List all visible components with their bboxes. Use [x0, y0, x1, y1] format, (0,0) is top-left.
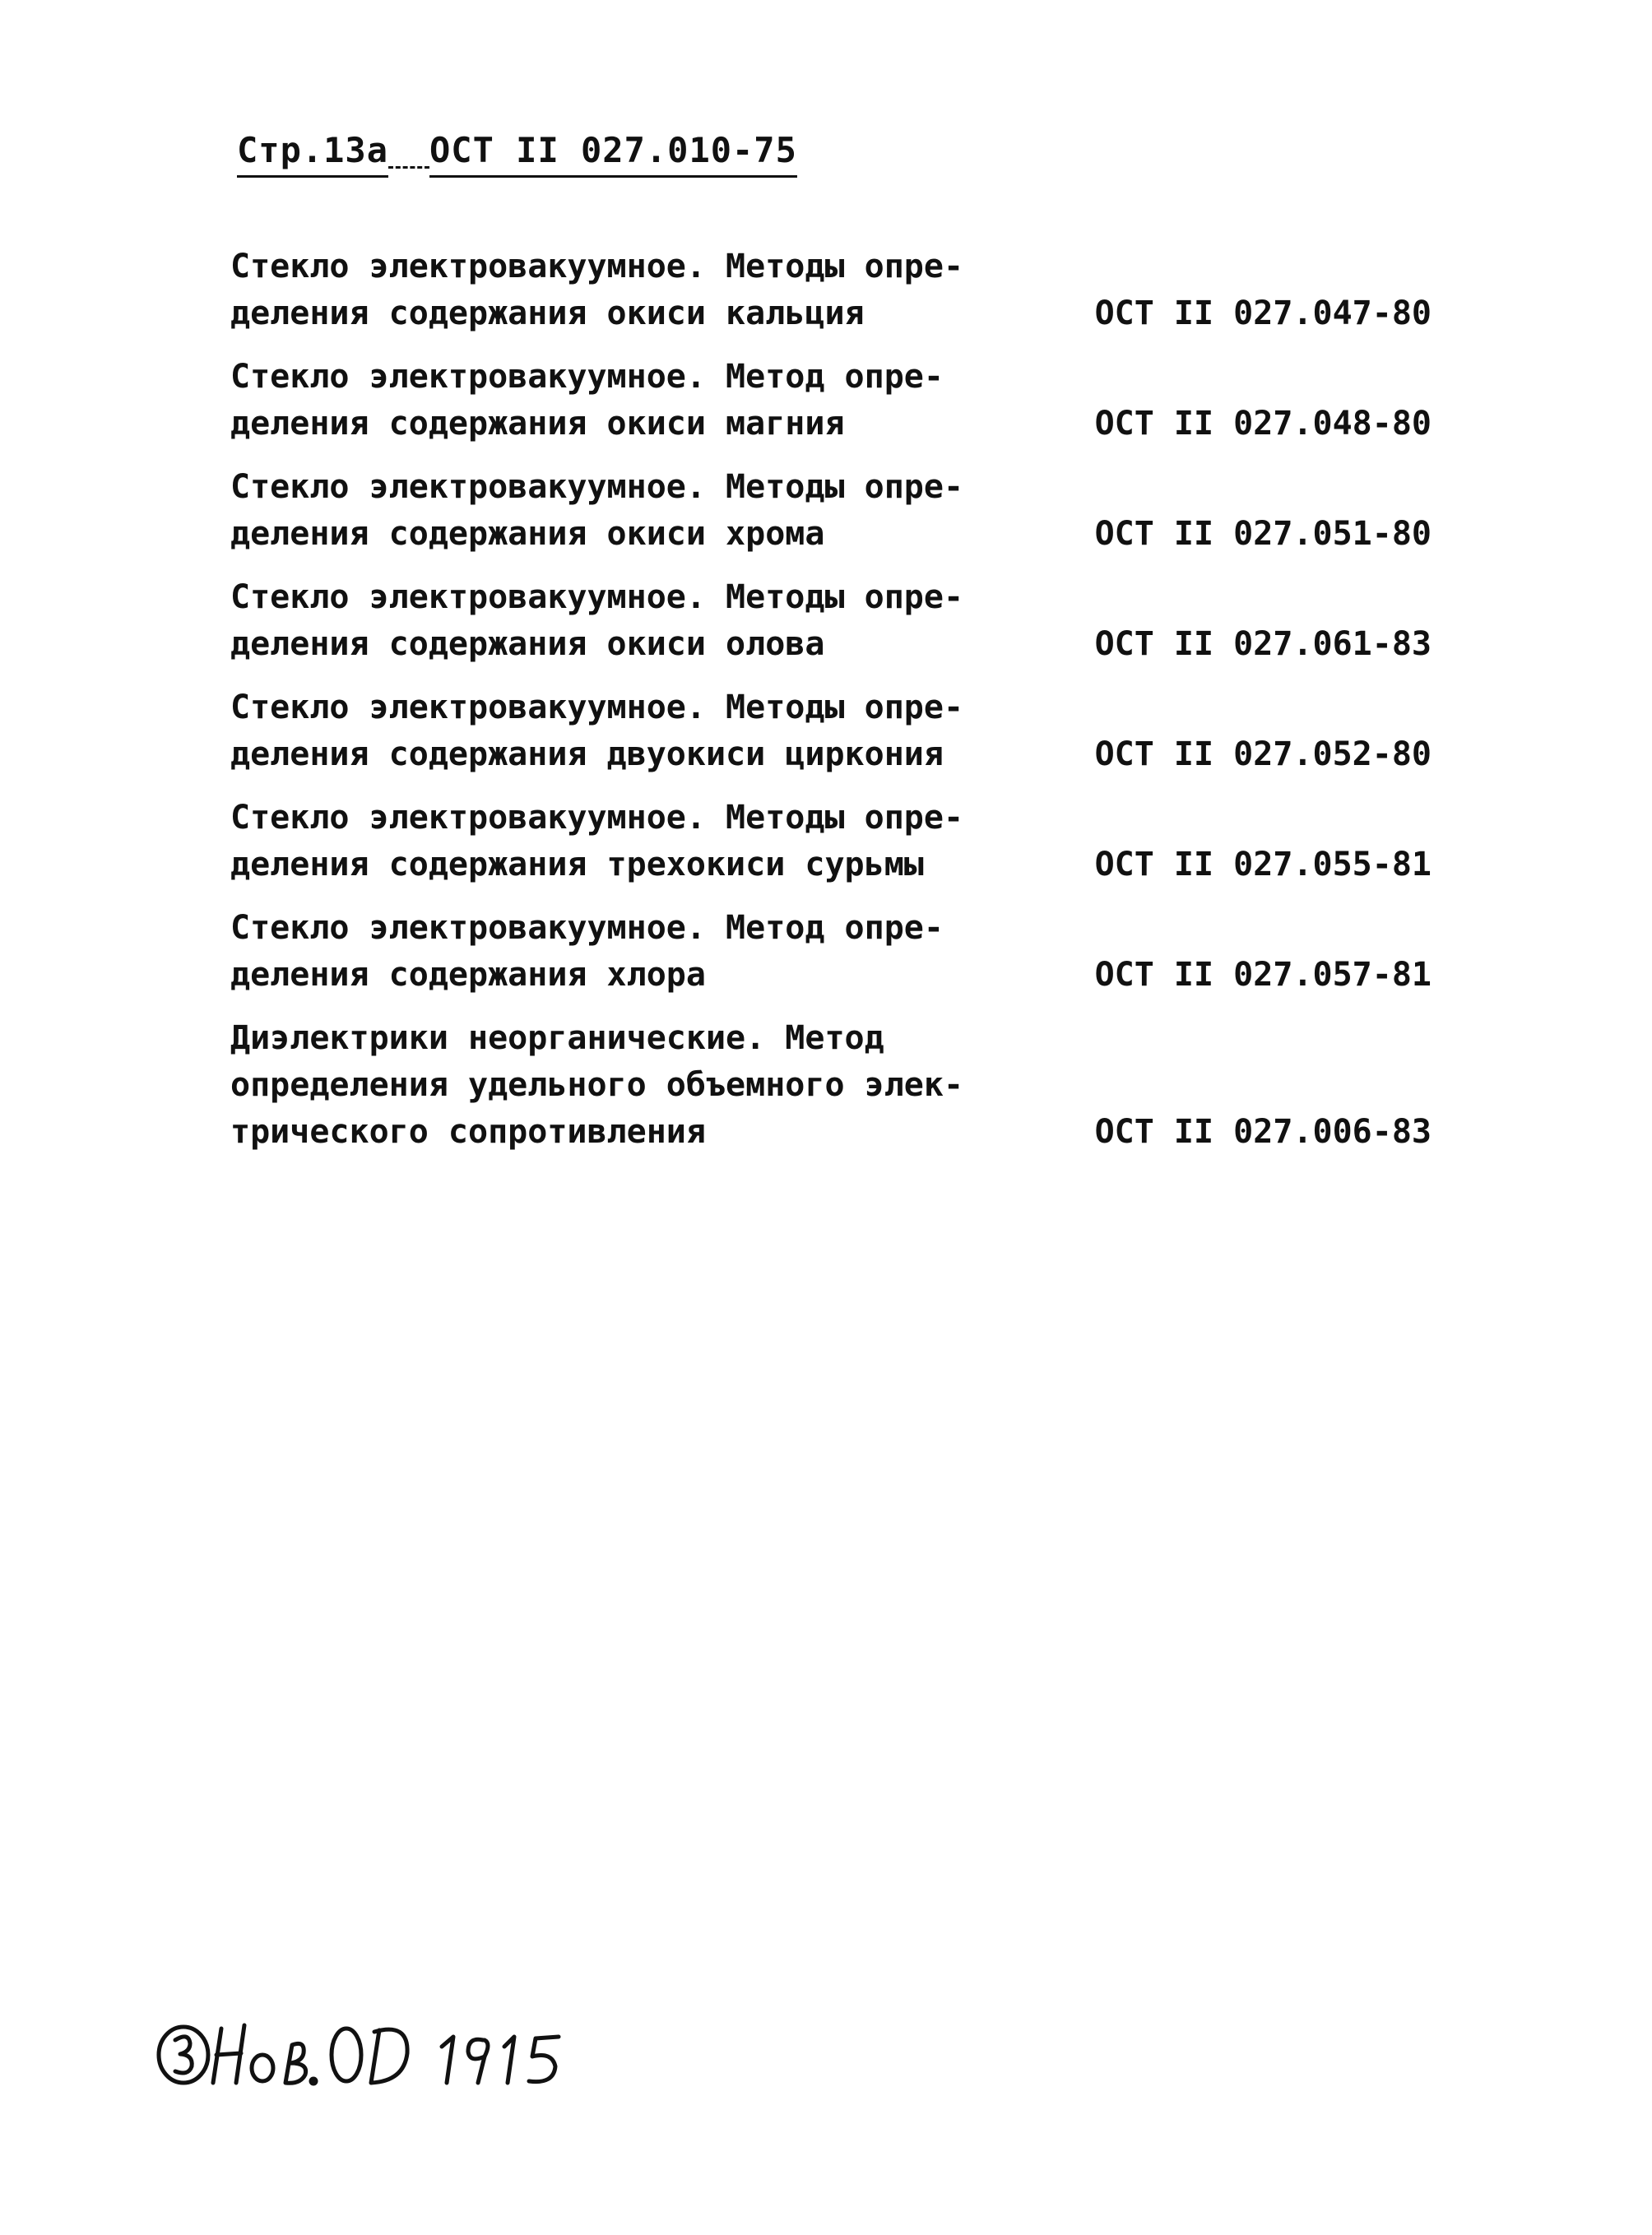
- document-code: ОСТ II 027.010-75: [429, 130, 797, 178]
- list-item: [230, 905, 1432, 999]
- list-item: [230, 1015, 1432, 1156]
- standard-title: Стекло электровакуумное. Методы опре- деления содержания трехокиси сурьмы: [230, 799, 964, 883]
- handwriting-icon: [152, 2007, 580, 2106]
- page-number: Стр.13а: [237, 130, 388, 178]
- standard-code: ОСТ II 027.057-81: [1094, 956, 1432, 994]
- standard-title: Диэлектрики неорганические. Метод определения удельного объемного элек- трического сопротивления: [230, 1019, 964, 1151]
- standard-code: ОСТ II 027.047-80: [1094, 294, 1432, 332]
- standard-title: Стекло электровакуумное. Методы опре- деления содержания двуокиси циркония: [230, 689, 964, 773]
- handwritten-revision-note: [152, 2007, 580, 2109]
- list-item: [230, 684, 1432, 778]
- standard-code: ОСТ II 027.061-83: [1094, 625, 1432, 663]
- list-item: [230, 795, 1432, 888]
- list-item: [230, 574, 1432, 668]
- list-item: [230, 243, 1432, 337]
- standard-code: ОСТ II 027.048-80: [1094, 405, 1432, 443]
- list-item: [230, 354, 1432, 447]
- standard-title: Стекло электровакуумное. Методы опре- деления содержания окиси хрома: [230, 468, 964, 553]
- standard-title: Стекло электровакуумное. Методы опре- деления содержания окиси кальция: [230, 248, 964, 332]
- standard-title: Стекло электровакуумное. Метод опре- деления содержания окиси магния: [230, 358, 944, 443]
- standard-code: ОСТ II 027.052-80: [1094, 735, 1432, 773]
- list-item: [230, 464, 1432, 558]
- standard-title: Стекло электровакуумное. Метод опре- деления содержания хлора: [230, 909, 944, 994]
- standard-code: ОСТ II 027.051-80: [1094, 515, 1432, 553]
- standards-list: [230, 243, 1432, 1172]
- standard-title: Стекло электровакуумное. Методы опре- деления содержания окиси олова: [230, 578, 964, 663]
- standard-code: ОСТ II 027.006-83: [1094, 1113, 1432, 1151]
- header-underline-gap: [388, 130, 429, 169]
- page-header: [237, 130, 797, 178]
- standard-code: ОСТ II 027.055-81: [1094, 846, 1432, 883]
